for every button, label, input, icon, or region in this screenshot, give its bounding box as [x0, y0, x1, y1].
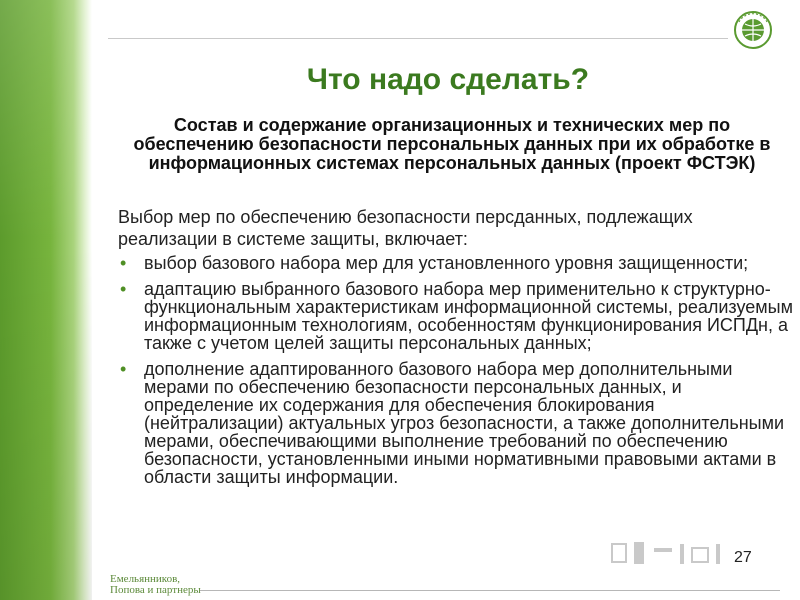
company-logo-text	[110, 574, 201, 596]
intro-text: Выбор мер по обеспечению безопасности персданных, подлежащих реализации в системе защиты, включает:	[118, 207, 693, 249]
decorative-green-band	[0, 0, 92, 600]
bullet-item	[118, 254, 794, 272]
slide-subtitle: Состав и содержание организационных и технических мер по обеспечению безопасности персональных данных при их обработке в информационных системах персональных данных (проект ФСТЭК)	[133, 115, 771, 173]
bullet-item	[118, 360, 794, 486]
bullet-dot-icon: •	[120, 359, 127, 379]
company-name-line2: Попова и партнеры	[110, 584, 201, 596]
globe-logo-icon	[733, 10, 773, 50]
bullet-text: адаптацию выбранного базового набора мер применительно к структурно-функциональным характеристикам информационной системы, реализуемым информационным технологиям, особенностям функционирования ИСПДн, а также с учетом целей защиты персональных данных;	[144, 279, 793, 353]
bullet-text: выбор базового набора мер для установленного уровня защищенности;	[144, 253, 749, 273]
company-name-line1: Емельянников,	[110, 573, 181, 585]
bullet-dot-icon: •	[120, 253, 127, 273]
page-number: 27	[734, 549, 752, 566]
band-shine	[0, 0, 92, 600]
bullet-list	[118, 254, 794, 494]
slide-title: Что надо сделать?	[306, 63, 590, 96]
bullet-text: дополнение адаптированного базового набора мер дополнительными мерами по обеспечению безопасности персональных данных, и определение их содержания для обеспечения блокирования (нейтрализации) актуальных угроз безопасности, а также дополнительными мерами, обеспечивающими выполнение требований по обеспечению безопасности, установленными иными нормативными правовыми актами в области защиты информации.	[144, 359, 785, 487]
footer-divider	[200, 590, 780, 591]
header-divider	[108, 38, 728, 39]
bullet-item	[118, 280, 794, 352]
bullet-dot-icon: •	[120, 279, 127, 299]
